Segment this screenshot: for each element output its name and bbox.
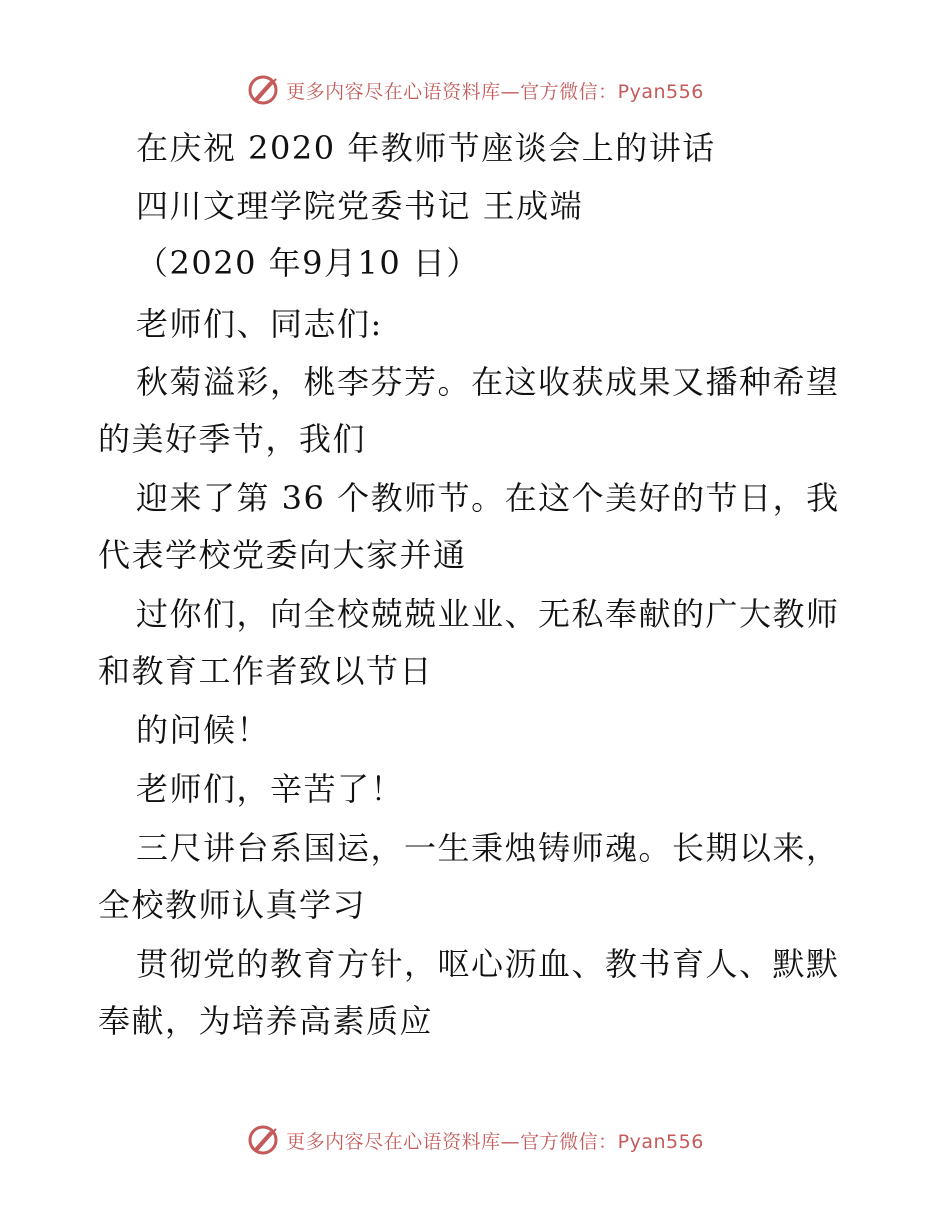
paragraph-line: 老师们，辛苦了！ (136, 770, 405, 808)
footer-watermark-banner (0, 1120, 950, 1160)
paragraph-line: 的美好季节，我们 (98, 420, 367, 458)
paragraph-line: 迎来了第 36 个教师节。在这个美好的节日，我 (136, 479, 840, 517)
header-watermark-banner (0, 70, 950, 110)
watermark-text: 更多内容尽在心语资料库—官方微信：Pyan556 (286, 80, 704, 103)
quill-logo-icon (246, 73, 280, 107)
paragraph-line: 贯彻党的教育方针，呕心沥血、教书育人、默默 (136, 945, 840, 983)
speech-title: 在庆祝 2020 年教师节座谈会上的讲话 (136, 129, 716, 167)
paragraph-line: 全校教师认真学习 (98, 886, 367, 924)
paragraph-line: 代表学校党委向大家并通 (98, 536, 467, 574)
salutation: 老师们、同志们: (136, 305, 383, 343)
watermark-text: 更多内容尽在心语资料库—官方微信：Pyan556 (286, 1130, 704, 1153)
paragraph-line: 的问候！ (136, 711, 271, 749)
speaker-line: 四川文理学院党委书记 王成端 (136, 187, 584, 225)
paragraph-line: 三尺讲台系国运，一生秉烛铸师魂。长期以来， (136, 829, 840, 867)
speech-date: （2020 年9月10 日） (136, 244, 480, 282)
paragraph-line: 过你们，向全校兢兢业业、无私奉献的广大教师 (136, 595, 840, 633)
paragraph-line: 奉献，为培养高素质应 (98, 1002, 434, 1040)
paragraph-line: 秋菊溢彩，桃李芬芳。在这收获成果又播种希望 (136, 363, 840, 401)
paragraph-line: 和教育工作者致以节日 (98, 652, 434, 690)
quill-logo-icon (246, 1123, 280, 1157)
